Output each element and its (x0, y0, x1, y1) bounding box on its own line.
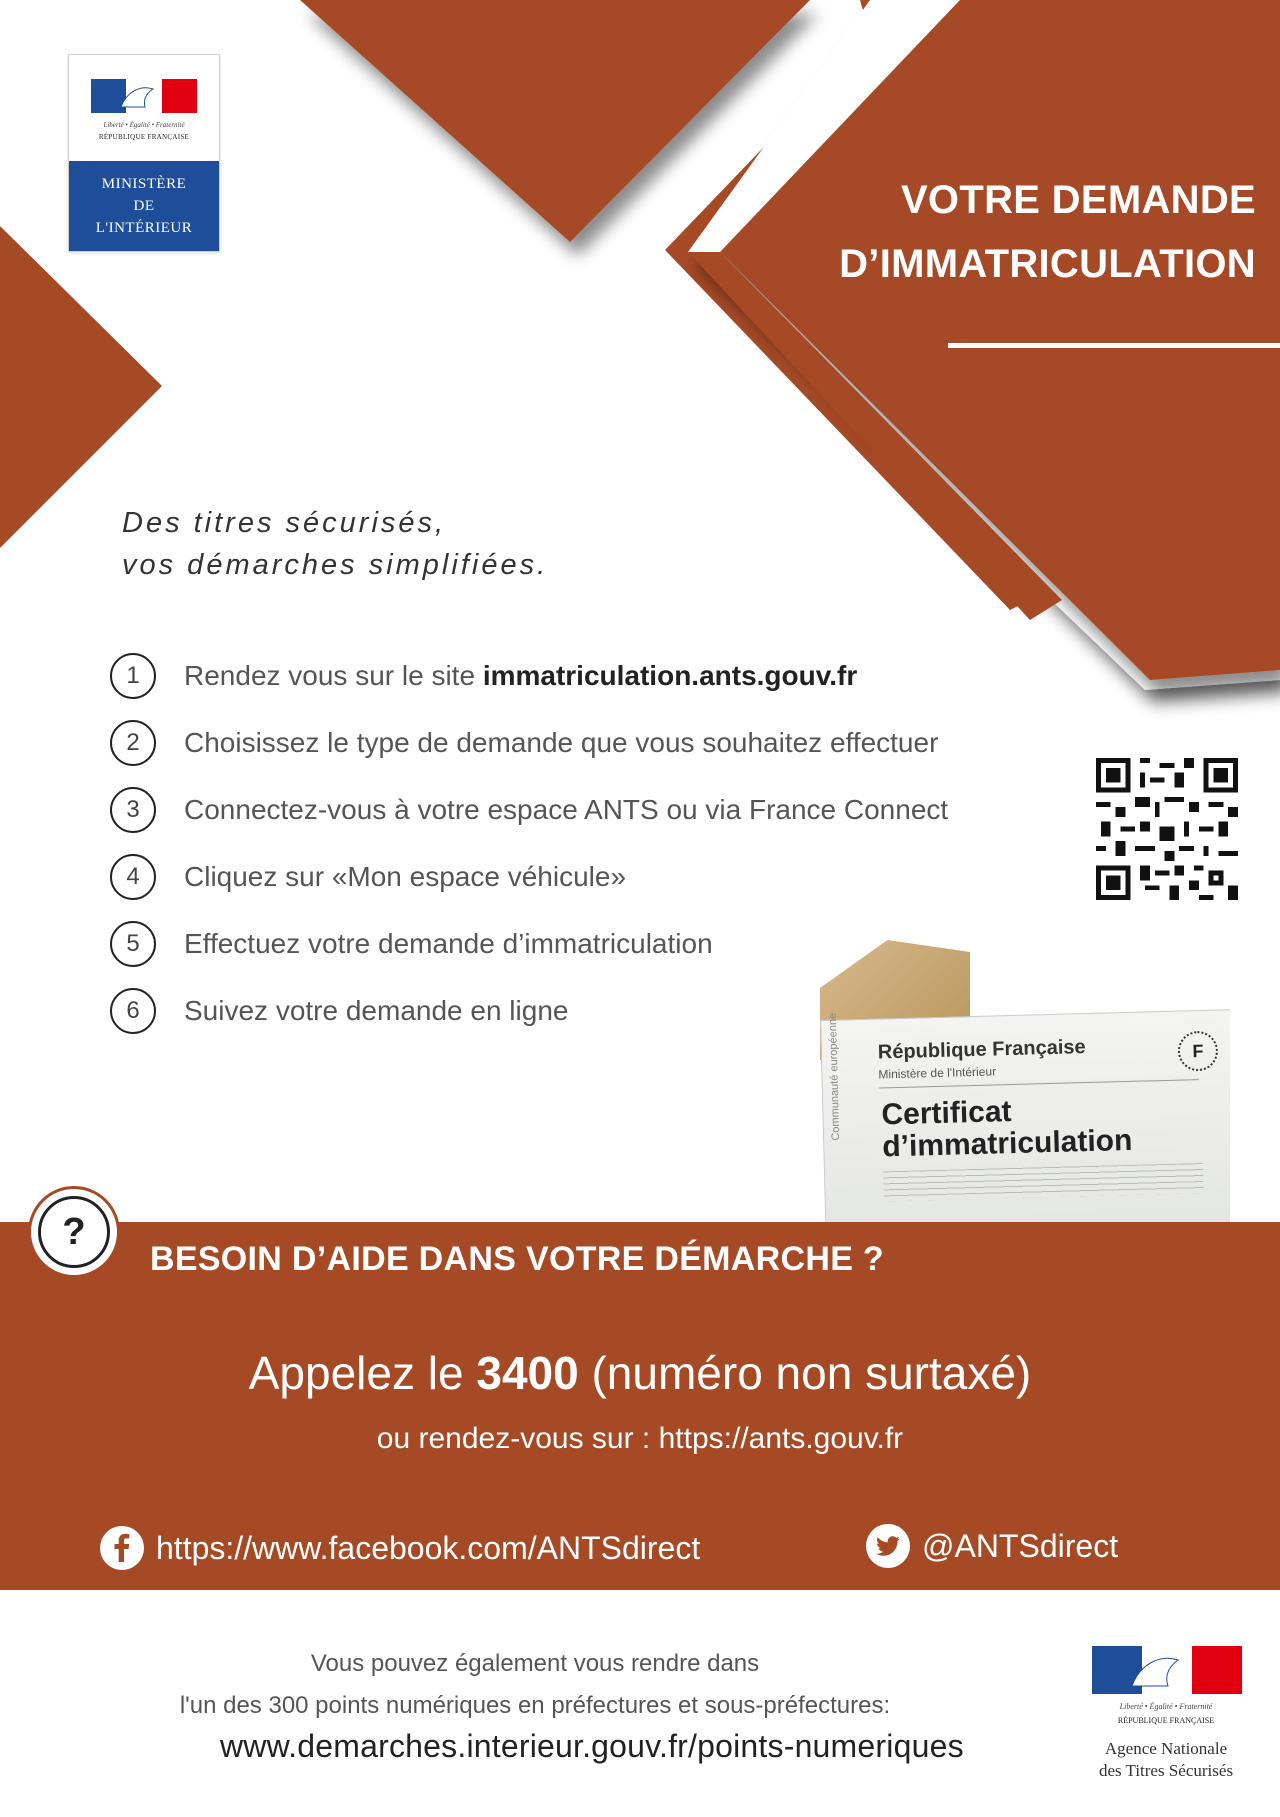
step-item (110, 843, 1070, 910)
ants-logo-republic: RÉPUBLIQUE FRANÇAISE (1117, 1716, 1215, 1725)
ministry-name (69, 161, 219, 251)
certificate-title (881, 1093, 1133, 1164)
certificate-republic: République Française (877, 1036, 1086, 1064)
certificate-ministry: Ministère de l'Intérieur (878, 1064, 997, 1082)
facebook-icon (100, 1526, 144, 1570)
question-mark-icon: ? (38, 1196, 110, 1268)
ministry-line-3: L'INTÉRIEUR (95, 220, 193, 236)
step-item (110, 642, 1070, 709)
call-line: Appelez le 3400 (numéro non surtaxé) (248, 1347, 1032, 1399)
certificate-fine-print (883, 1163, 1204, 1201)
help-icon (28, 1186, 120, 1278)
tagline-line-1: Des titres sécurisés, (122, 507, 447, 539)
certificate-title-line-2: d’immatriculation (881, 1123, 1133, 1164)
step-number: 3 (110, 787, 156, 833)
title-line-1: VOTRE DEMANDE (900, 178, 1256, 222)
step-text: Effectuez votre demande d’immatriculation (184, 927, 713, 959)
step-number: 6 (110, 988, 156, 1034)
step-text: Suivez votre demande en ligne (184, 994, 569, 1026)
tagline (122, 502, 548, 586)
footer-line-2: l'un des 300 points numériques en préfectures et sous-préfectures: (179, 1692, 891, 1719)
certificate-paper (820, 1009, 1230, 1225)
step-link[interactable]: immatriculation.ants.gouv.fr (482, 659, 858, 691)
title-underline (948, 343, 1280, 348)
step-number: 5 (110, 921, 156, 967)
twitter-icon (866, 1524, 910, 1568)
logo-republic: RÉPUBLIQUE FRANÇAISE (98, 133, 190, 141)
title-line-2: D’IMMATRICULATION (839, 242, 1256, 286)
ministry-line-2: DE (133, 198, 155, 214)
agency-line-2: des Titres Sécurisés (1098, 1761, 1234, 1780)
twitter-link[interactable] (866, 1524, 1118, 1568)
marianne-flag-icon (1088, 1642, 1244, 1698)
step-number: 2 (110, 720, 156, 766)
twitter-handle[interactable]: @ANTSdirect (922, 1527, 1119, 1564)
step-item (110, 709, 1070, 776)
ministry-line-1: MINISTÈRE (101, 176, 187, 192)
certificate-divider (879, 1079, 1199, 1088)
phone-number[interactable]: 3400 (476, 1347, 579, 1399)
facebook-url[interactable]: https://www.facebook.com/ANTSdirect (156, 1529, 701, 1566)
step-text: Choisissez le type de demande que vous souhaitez effectuer (184, 726, 939, 758)
step-text: Cliquez sur «Mon espace véhicule» (184, 860, 627, 892)
left-triangle (0, 226, 162, 548)
qr-code-icon[interactable] (1096, 758, 1238, 900)
step-number: 4 (110, 854, 156, 900)
facebook-link[interactable] (100, 1526, 700, 1570)
marianne-flag-icon (91, 77, 197, 115)
footer-url[interactable]: www.demarches.interieur.gouv.fr/points-numeriques (220, 1728, 964, 1764)
page-title (839, 168, 1256, 296)
agency-name (1088, 1738, 1244, 1782)
certificate-country-badge: F (1177, 1031, 1218, 1072)
step-text: Rendez vous sur le site immatriculation.ants.gouv.fr (184, 659, 858, 691)
ants-logo-motto: Liberté • Égalité • Fraternité (1119, 1702, 1213, 1711)
step-number: 1 (110, 653, 156, 699)
registration-certificate-image (820, 920, 1230, 1225)
step-item (110, 776, 1070, 843)
certificate-title-line-1: Certificat (881, 1095, 1012, 1132)
logo-motto: Liberté • Égalité • Fraternité (103, 121, 185, 129)
agency-line-1: Agence Nationale (1104, 1739, 1228, 1758)
footer-line-1: Vous pouvez également vous rendre dans (310, 1650, 760, 1677)
website-line[interactable]: ou rendez-vous sur : https://ants.gouv.fr (376, 1422, 904, 1455)
help-title: BESOIN D’AIDE DANS VOTRE DÉMARCHE ? (150, 1240, 884, 1278)
tagline-line-2: vos démarches simplifiées. (122, 549, 549, 581)
ministry-logo (68, 54, 220, 252)
ants-logo (1088, 1642, 1244, 1792)
step-text: Connectez-vous à votre espace ANTS ou via France Connect (184, 793, 949, 825)
certificate-side-text: Communauté européenne (826, 1012, 843, 1141)
